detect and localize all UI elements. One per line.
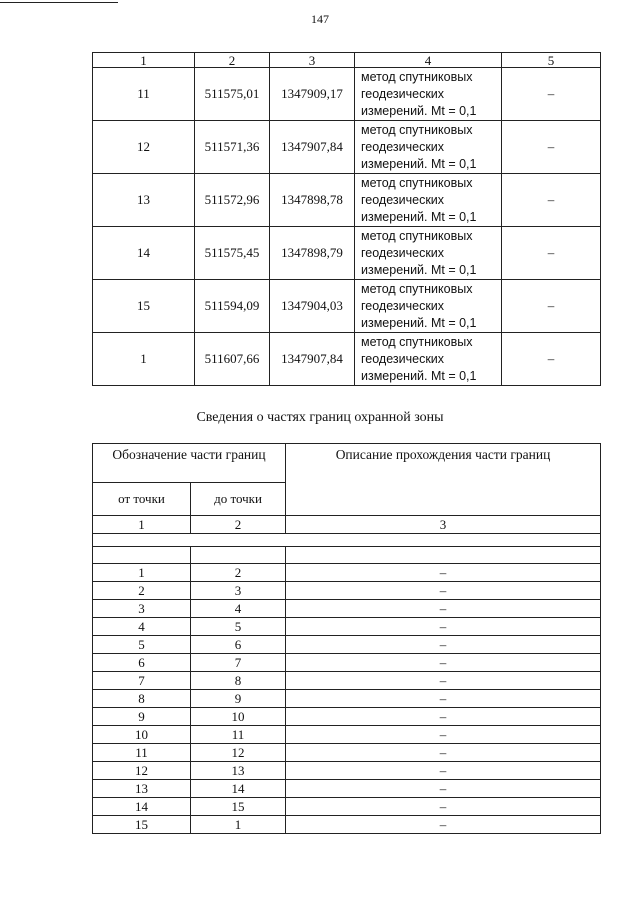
coord-x: 511572,96 xyxy=(195,174,270,227)
from-point: 6 xyxy=(93,654,191,672)
coordinates-table-header xyxy=(93,53,601,68)
coord-y: 1347898,78 xyxy=(270,174,355,227)
coord-y: 1347909,17 xyxy=(270,68,355,121)
note-cell: – xyxy=(502,121,601,174)
table-row xyxy=(93,654,601,672)
description: – xyxy=(286,816,601,834)
coord-y: 1347907,84 xyxy=(270,121,355,174)
coord-y: 1347904,03 xyxy=(270,280,355,333)
from-point: 14 xyxy=(93,798,191,816)
from-point: 7 xyxy=(93,672,191,690)
table-row xyxy=(93,600,601,618)
method-cell: метод спутниковых геодезических измерений. Mt = 0,1 xyxy=(355,121,502,174)
from-point: 13 xyxy=(93,780,191,798)
method-cell: метод спутниковых геодезических измерений. Mt = 0,1 xyxy=(355,174,502,227)
table-row xyxy=(93,636,601,654)
to-point: 6 xyxy=(191,636,286,654)
description: – xyxy=(286,798,601,816)
description: – xyxy=(286,654,601,672)
description: – xyxy=(286,618,601,636)
coord-y: 1347907,84 xyxy=(270,333,355,386)
coord-x: 511594,09 xyxy=(195,280,270,333)
description: – xyxy=(286,564,601,582)
section-title: Сведения о частях границ охранной зоны xyxy=(196,410,444,425)
method-cell: метод спутниковых геодезических измерений. Mt = 0,1 xyxy=(355,333,502,386)
table-row xyxy=(93,227,601,280)
coordinates-table xyxy=(92,52,601,386)
coord-x: 511575,45 xyxy=(195,227,270,280)
point-number: 1 xyxy=(93,333,195,386)
header-cell: 5 xyxy=(502,53,601,68)
empty-row xyxy=(93,547,601,564)
table-row xyxy=(93,618,601,636)
point-number: 11 xyxy=(93,68,195,121)
header-to-point: до точки xyxy=(191,483,286,516)
note-cell: – xyxy=(502,174,601,227)
table-row xyxy=(93,333,601,386)
empty-row xyxy=(93,534,601,547)
empty-cell xyxy=(286,547,601,564)
method-cell: метод спутниковых геодезических измерений. Mt = 0,1 xyxy=(355,227,502,280)
table-row xyxy=(93,708,601,726)
to-point: 7 xyxy=(191,654,286,672)
header-from-point: от точки xyxy=(93,483,191,516)
point-number: 14 xyxy=(93,227,195,280)
description: – xyxy=(286,690,601,708)
from-point: 11 xyxy=(93,744,191,762)
table-row xyxy=(93,68,601,121)
to-point: 15 xyxy=(191,798,286,816)
top-rule xyxy=(0,2,118,3)
column-number: 2 xyxy=(191,516,286,534)
description: – xyxy=(286,636,601,654)
coord-x: 511575,01 xyxy=(195,68,270,121)
description: – xyxy=(286,726,601,744)
to-point: 5 xyxy=(191,618,286,636)
column-number: 1 xyxy=(93,516,191,534)
from-point: 4 xyxy=(93,618,191,636)
point-number: 12 xyxy=(93,121,195,174)
from-point: 3 xyxy=(93,600,191,618)
to-point: 11 xyxy=(191,726,286,744)
from-point: 1 xyxy=(93,564,191,582)
table-row xyxy=(93,726,601,744)
from-point: 12 xyxy=(93,762,191,780)
coord-x: 511571,36 xyxy=(195,121,270,174)
header-designation: Обозначение части границ xyxy=(93,444,286,483)
note-cell: – xyxy=(502,280,601,333)
from-point: 10 xyxy=(93,726,191,744)
table-row xyxy=(93,816,601,834)
point-number: 15 xyxy=(93,280,195,333)
from-point: 15 xyxy=(93,816,191,834)
boundary-parts-table xyxy=(92,443,601,834)
to-point: 1 xyxy=(191,816,286,834)
coord-y: 1347898,79 xyxy=(270,227,355,280)
method-cell: метод спутниковых геодезических измерений. Mt = 0,1 xyxy=(355,280,502,333)
note-cell: – xyxy=(502,333,601,386)
description: – xyxy=(286,672,601,690)
column-number-row xyxy=(93,516,601,534)
to-point: 8 xyxy=(191,672,286,690)
description: – xyxy=(286,708,601,726)
table-row xyxy=(93,174,601,227)
empty-cell xyxy=(93,547,191,564)
from-point: 9 xyxy=(93,708,191,726)
note-cell: – xyxy=(502,68,601,121)
table-row xyxy=(93,780,601,798)
from-point: 2 xyxy=(93,582,191,600)
to-point: 12 xyxy=(191,744,286,762)
empty-cell xyxy=(191,547,286,564)
boundary-table-header xyxy=(93,444,601,483)
table-row xyxy=(93,798,601,816)
header-cell: 2 xyxy=(195,53,270,68)
page-number: 147 xyxy=(311,12,329,26)
to-point: 2 xyxy=(191,564,286,582)
header-description: Описание прохождения части границ xyxy=(286,444,601,516)
to-point: 13 xyxy=(191,762,286,780)
description: – xyxy=(286,582,601,600)
to-point: 4 xyxy=(191,600,286,618)
to-point: 10 xyxy=(191,708,286,726)
table-row xyxy=(93,762,601,780)
from-point: 5 xyxy=(93,636,191,654)
description: – xyxy=(286,744,601,762)
table-row xyxy=(93,582,601,600)
to-point: 3 xyxy=(191,582,286,600)
description: – xyxy=(286,600,601,618)
table-row xyxy=(93,690,601,708)
table-row xyxy=(93,564,601,582)
from-point: 8 xyxy=(93,690,191,708)
table-row xyxy=(93,744,601,762)
table-row xyxy=(93,672,601,690)
description: – xyxy=(286,762,601,780)
coord-x: 511607,66 xyxy=(195,333,270,386)
column-number: 3 xyxy=(286,516,601,534)
to-point: 14 xyxy=(191,780,286,798)
point-number: 13 xyxy=(93,174,195,227)
method-cell: метод спутниковых геодезических измерений. Mt = 0,1 xyxy=(355,68,502,121)
header-cell: 4 xyxy=(355,53,502,68)
to-point: 9 xyxy=(191,690,286,708)
header-cell: 3 xyxy=(270,53,355,68)
description: – xyxy=(286,780,601,798)
empty-cell xyxy=(93,534,601,547)
table-row xyxy=(93,121,601,174)
note-cell: – xyxy=(502,227,601,280)
header-cell: 1 xyxy=(93,53,195,68)
table-row xyxy=(93,280,601,333)
